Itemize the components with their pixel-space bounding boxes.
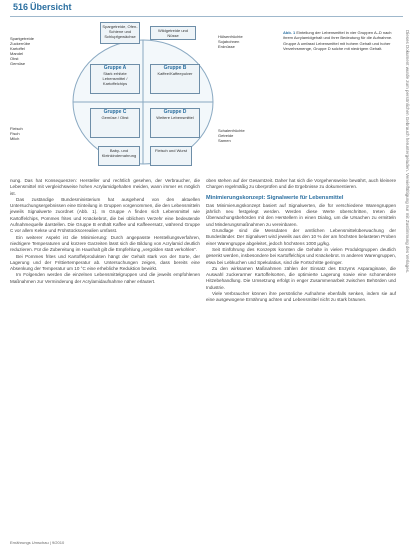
list-item: Fleisch: [10, 126, 23, 131]
list-item: Gemüse: [10, 61, 26, 66]
paragraph: oben stehen auf der Gesamtzeit. Daher hat sich die Vorgehensweise bewährt, auch kleinere Chargen regelmäßig zu überprüfen und die Ergebnisse zu dokumentieren.: [206, 178, 396, 190]
outer-left-list: [10, 36, 60, 66]
list-item: Fisch: [10, 131, 20, 136]
box-bottom-right: Fleisch und Wurst: [150, 146, 192, 166]
list-item: Getreide: [218, 133, 234, 138]
group-d-text: Weitere Lebensmittel: [156, 115, 194, 120]
paragraph: Ein weiterer Aspekt ist die Minimierung: Durch angepasste Herstellungsverfahren, niedrigere Temperaturen und kürzere Garzeiten lässt sich die Bildung von Acrylamid deutlich reduzieren. Für die Zubereitung im Haushalt gilt die Empfehlung „vergolden statt verkohlen“.: [10, 234, 200, 253]
outer-left-bottom-list: [10, 126, 50, 141]
group-c-label: Gruppe C: [103, 109, 127, 115]
caption-title: Abb. 1: [283, 30, 296, 35]
list-item: Sojabohnen: [218, 39, 240, 44]
list-item: Zuckerrübe: [10, 41, 31, 46]
column-left: [10, 178, 200, 285]
paragraph: Viele Verbraucher können ihre persönliche Aufnahme ebenfalls senken, indem sie auf eine ausgewogene Ernährung achten und Lebensmittel nicht zu stark bräunen.: [206, 291, 396, 303]
section-heading: Minimierungskonzept: Signalwerte für Lebensmittel: [206, 194, 344, 201]
group-a: [90, 64, 140, 94]
page-number: 516: [13, 2, 29, 12]
column-right: [206, 178, 396, 304]
group-b: [150, 64, 200, 94]
list-item: Mandel: [10, 51, 24, 56]
header-rule: [10, 16, 403, 17]
paragraph: nung. Das hat Konsequenzen: Hersteller und rechtlich gesehen, der Verbraucher, die Lebensmittel mit vergleichsweise hohen Acrylamidgehalten meiden, wann immer es möglich ist.: [10, 178, 200, 196]
paragraph: Grundlage sind die Messdaten der amtlichen Lebensmittelüberwachung der Bundesländer. Der Signalwert wird jeweils aus den 10 % der am höchsten belasteten Proben einer Warengruppe abgeleitet, jedoch höchstens 1000 µg/kg.: [206, 228, 396, 246]
paragraph: Im Folgenden werden die einzelnen Lebensmittelgruppen und die jeweils empfohlenen Maßnahmen zur Verminderung der Acrylamidaufnahme näher erläutert.: [10, 272, 200, 284]
group-c: [90, 108, 140, 138]
group-d: [150, 108, 200, 138]
outer-right-top-list: [218, 34, 268, 49]
section-title: Übersicht: [30, 2, 72, 12]
caption-text: Einteilung der Lebensmittel in vier Gruppen A–D nach ihrem Acrylamidgehalt und ihrer Bedeutung für die Aufnahme. Gruppe A umfasst Lebensmittel mit hohem Gehalt und hoher Verzehrsmenge, Gruppe D solche mit niedrigem Gehalt.: [283, 30, 393, 52]
box-top: Spargetreide, Ofen-Schiene und Schlupfgewächse: [100, 22, 140, 44]
quadrant-diagram: [70, 36, 216, 168]
list-item: Samen: [218, 138, 231, 143]
group-b-text: Kaffee/Kaffeepulver: [157, 71, 193, 76]
paragraph: Das zuständige Bundesministerium hat ausgehend von den aktuellen Untersuchungsergebnissen eine Einteilung in Gruppen vorgenommen, die den Lebensmitteln jeweils Signalwerte zuordnet (Abb. 1). In Gruppe A finden sich Lebensmittel wie Kartoffelchips, Pommes frites und Knäckebrot, die bei üblichem Verzehr eine bedeutende Aufnahmequelle darstellen. Die Gruppe B enthält Kaffee und Kaffeeersatz, während Gruppe C vor allem Kekse und Frühstückscerealien umfasst.: [10, 196, 200, 234]
outer-right-bottom-list: [218, 128, 268, 143]
vertical-note: [404, 30, 412, 540]
paragraph: Bei Pommes frites und Kartoffelprodukten hängt der Gehalt stark von der Sorte, der Lagerung und der Frittiertemperatur ab. Untersuchungen zeigen, dass bereits eine Absenkung der Temperatur um 10 °C eine erhebliche Reduktion bewirkt.: [10, 253, 200, 272]
group-d-label: Gruppe D: [163, 109, 187, 115]
paragraph: Zu den wirksamen Maßnahmen zählen der Einsatz des Enzyms Asparaginase, die Auswahl zuckerarmer Kartoffelsorten, die optimierte Lagerung sowie eine schonendere Hitzebehandlung. Die Umsetzung erfolgt in enger Zusammenarbeit zwischen Behörden und Industrie.: [206, 265, 396, 290]
group-a-text: Stark erhitzte Lebensmittel / Kartoffelchips: [102, 71, 128, 86]
list-item: Hülsenfrüchte: [218, 34, 243, 39]
box-bottom-left: Baby- und Kleinkindernahrung: [98, 146, 140, 166]
list-item: Erdnüsse: [218, 44, 235, 49]
box-top-right: Wildgetreide und Nüsse: [150, 26, 196, 40]
paragraph: Das Minimierungskonzept basiert auf Signalwerten, die für verschiedene Warengruppen jährlich neu festgelegt werden. Werden diese Werte überschritten, treten die Überwachungsbehörden mit den Herstellern in einen Dialog, um die Ursachen zu ermitteln und Minderungsmaßnahmen zu vereinbaren.: [206, 202, 396, 227]
page-footer: Ernährungs Umschau | 9/2010: [10, 540, 65, 545]
group-b-label: Gruppe B: [163, 65, 187, 71]
figure: [10, 22, 270, 170]
list-item: Kartoffel: [10, 46, 25, 51]
page-header: [0, 0, 413, 16]
group-c-text: Gemüse / Obst: [101, 115, 129, 120]
vertical-note-text: Dieses Dokument wurde zum persönlichen Gebrauch heruntergeladen. Vervielfältigung nur mit Zustimmung des Verlages.: [405, 30, 410, 274]
list-item: Obst: [10, 56, 19, 61]
list-item: Spartgetreide: [10, 36, 35, 41]
paragraph: Seit Einführung des Konzepts konnten die Gehalte in vielen Produktgruppen deutlich gesenkt werden, insbesondere bei Kartoffelchips und Knäckebrot. In anderen Warengruppen, etwa bei Lebkuchen und Spekulatius, sind die Fortschritte geringer.: [206, 246, 396, 265]
list-item: Milch: [10, 136, 20, 141]
figure-caption: [283, 30, 393, 52]
group-a-label: Gruppe A: [103, 65, 127, 71]
list-item: Schalenfrüchte: [218, 128, 245, 133]
